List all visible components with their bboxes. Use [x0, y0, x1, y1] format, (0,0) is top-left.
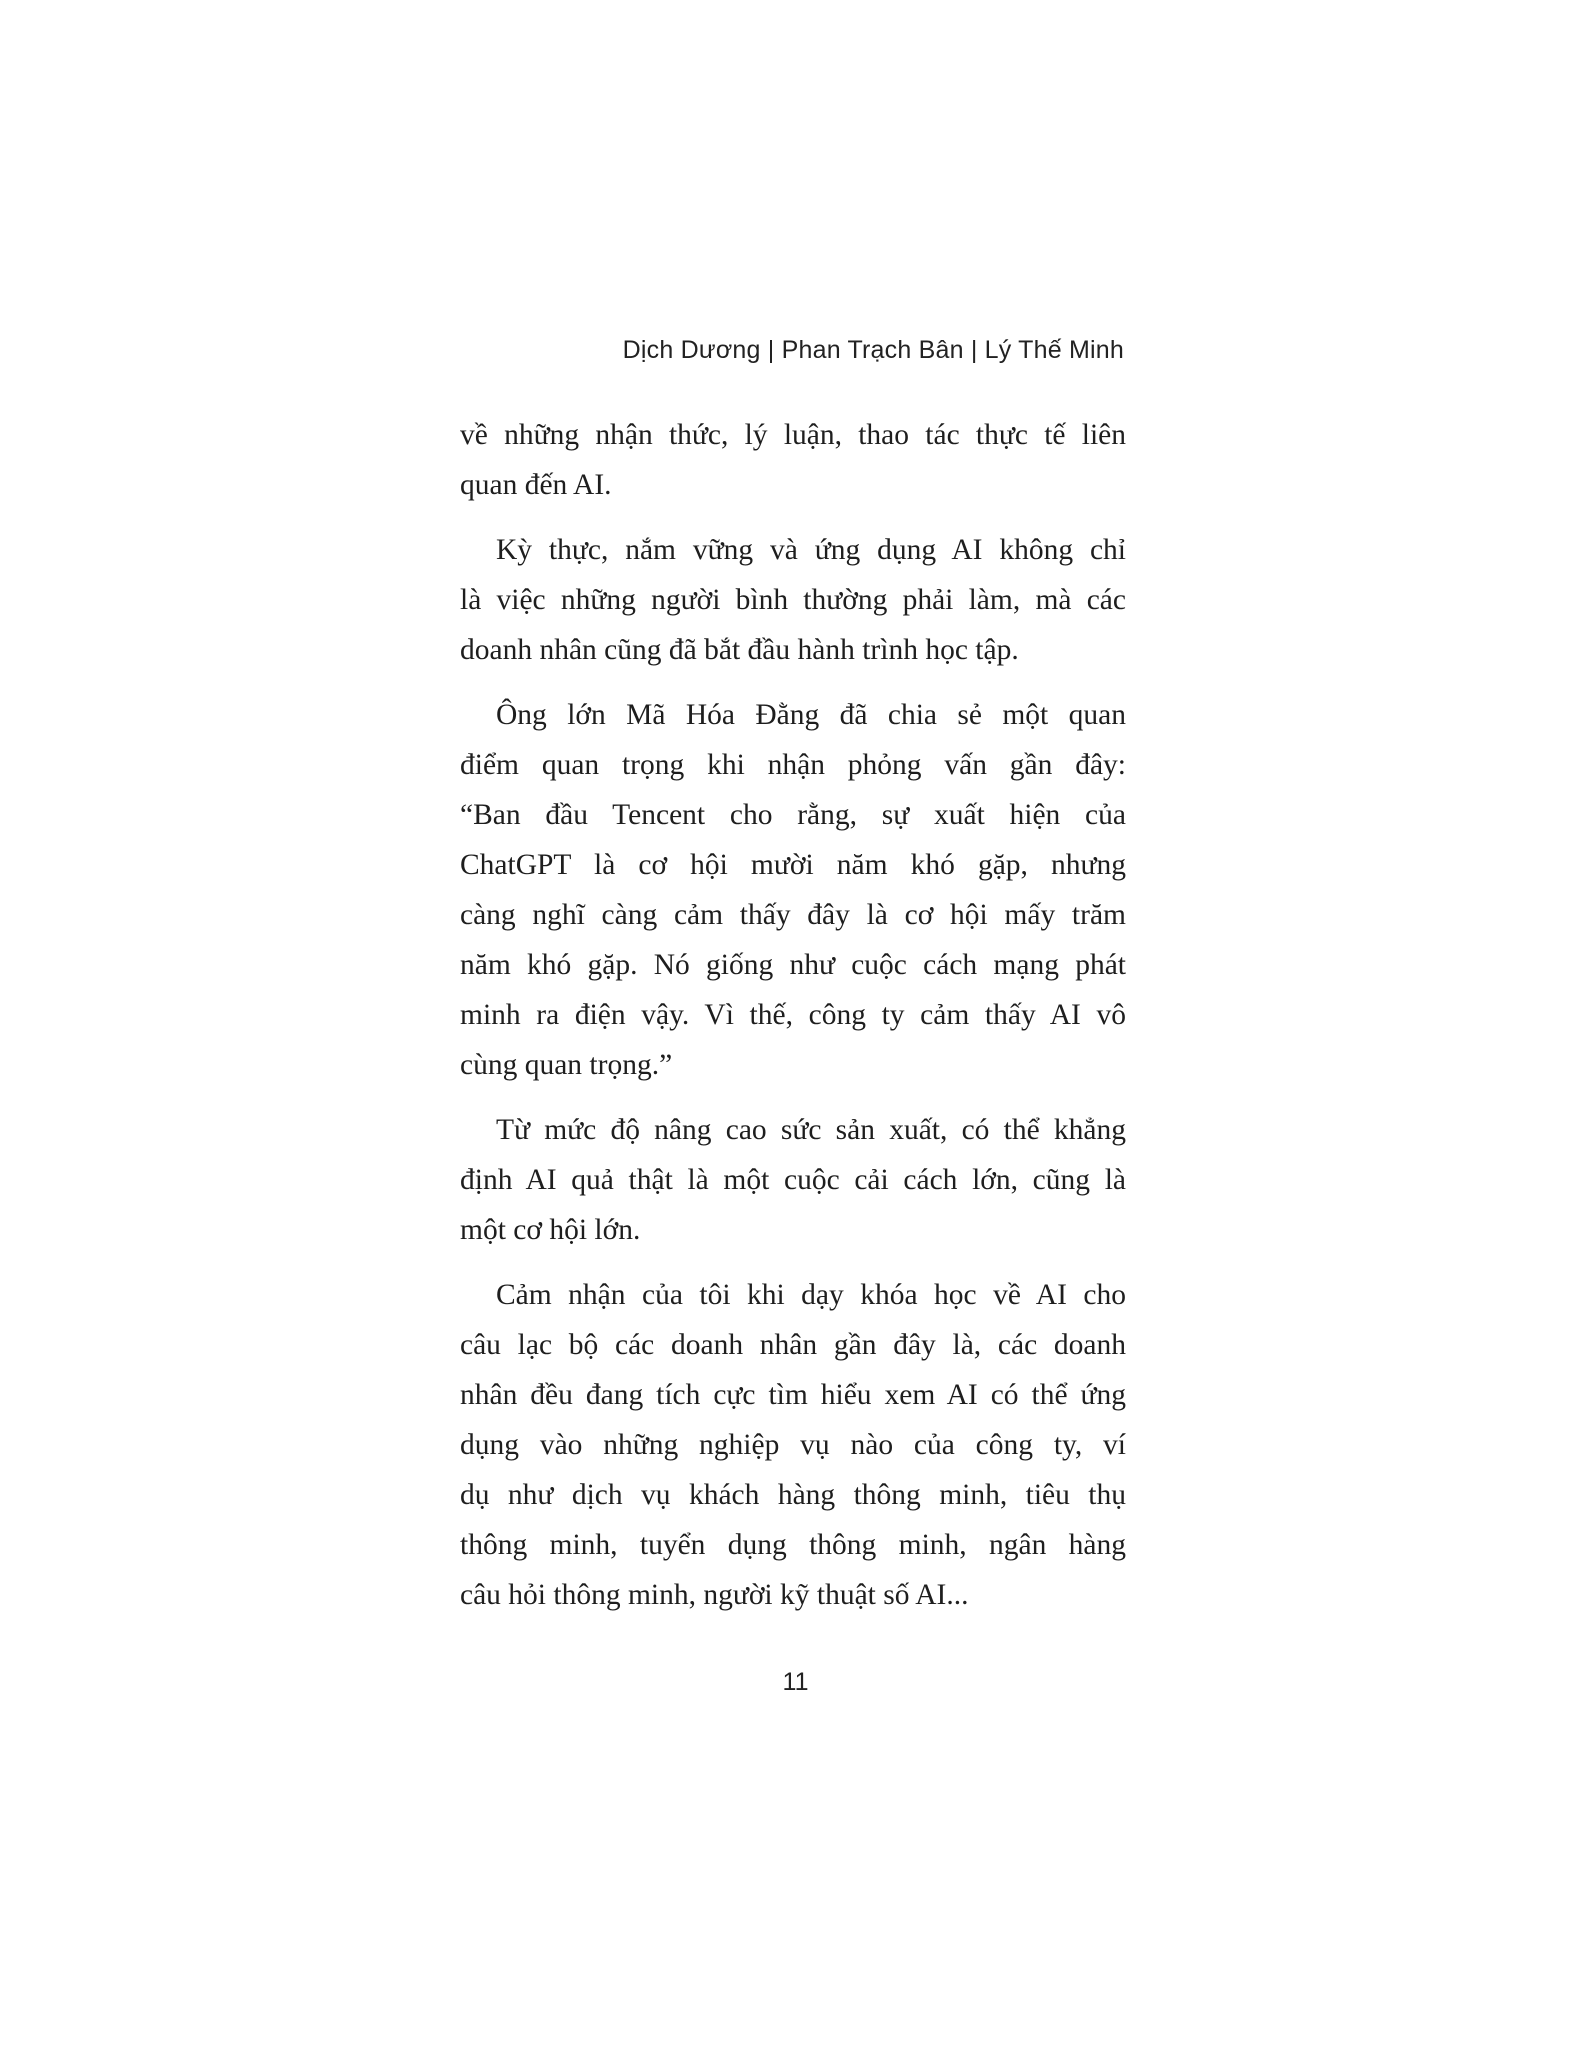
text-line: Cảm nhận của tôi khi dạy khóa học về AI cho [496, 1279, 1126, 1311]
paragraph [460, 525, 1126, 675]
paragraph [460, 410, 1126, 510]
text-line: định AI quả thật là một cuộc cải cách lớn, cũng là [460, 1164, 1126, 1196]
text-line: doanh nhân cũng đã bắt đầu hành trình học tập. [460, 634, 1019, 666]
text-line: dụng vào những nghiệp vụ nào của công ty, ví [460, 1429, 1126, 1461]
text-line: câu hỏi thông minh, người kỹ thuật số AI... [460, 1579, 969, 1611]
body-text [460, 410, 1126, 1620]
text-line: năm khó gặp. Nó giống như cuộc cách mạng phát [460, 949, 1126, 981]
text-line: minh ra điện vậy. Vì thế, công ty cảm thấy AI vô [460, 999, 1126, 1031]
paragraph [460, 1270, 1126, 1620]
text-line: càng nghĩ càng cảm thấy đây là cơ hội mấy trăm [460, 899, 1126, 931]
text-line: Từ mức độ nâng cao sức sản xuất, có thể khẳng [496, 1114, 1126, 1146]
text-line: câu lạc bộ các doanh nhân gần đây là, các doanh [460, 1329, 1126, 1361]
text-line: về những nhận thức, lý luận, thao tác thực tế liên [460, 419, 1126, 451]
text-line: quan đến AI. [460, 469, 612, 501]
text-line: ChatGPT là cơ hội mười năm khó gặp, nhưng [460, 849, 1126, 881]
paragraph [460, 1105, 1126, 1255]
running-header-authors: Dịch Dương | Phan Trạch Bân | Lý Thế Minh [622, 336, 1124, 364]
text-line: là việc những người bình thường phải làm, mà các [460, 584, 1126, 616]
text-line: thông minh, tuyển dụng thông minh, ngân hàng [460, 1529, 1126, 1561]
text-line: một cơ hội lớn. [460, 1214, 641, 1246]
text-line: cùng quan trọng.” [460, 1049, 673, 1081]
text-line: nhân đều đang tích cực tìm hiểu xem AI có thể ứng [460, 1379, 1126, 1411]
text-line: Ông lớn Mã Hóa Đằng đã chia sẻ một quan [496, 699, 1126, 731]
text-line: “Ban đầu Tencent cho rằng, sự xuất hiện của [460, 799, 1126, 831]
text-line: Kỳ thực, nắm vững và ứng dụng AI không chỉ [496, 534, 1126, 566]
text-line: dụ như dịch vụ khách hàng thông minh, tiêu thụ [460, 1479, 1126, 1511]
paragraph [460, 690, 1126, 1090]
page-number: 11 [782, 1668, 809, 1696]
text-line: điểm quan trọng khi nhận phỏng vấn gần đây: [460, 749, 1126, 781]
